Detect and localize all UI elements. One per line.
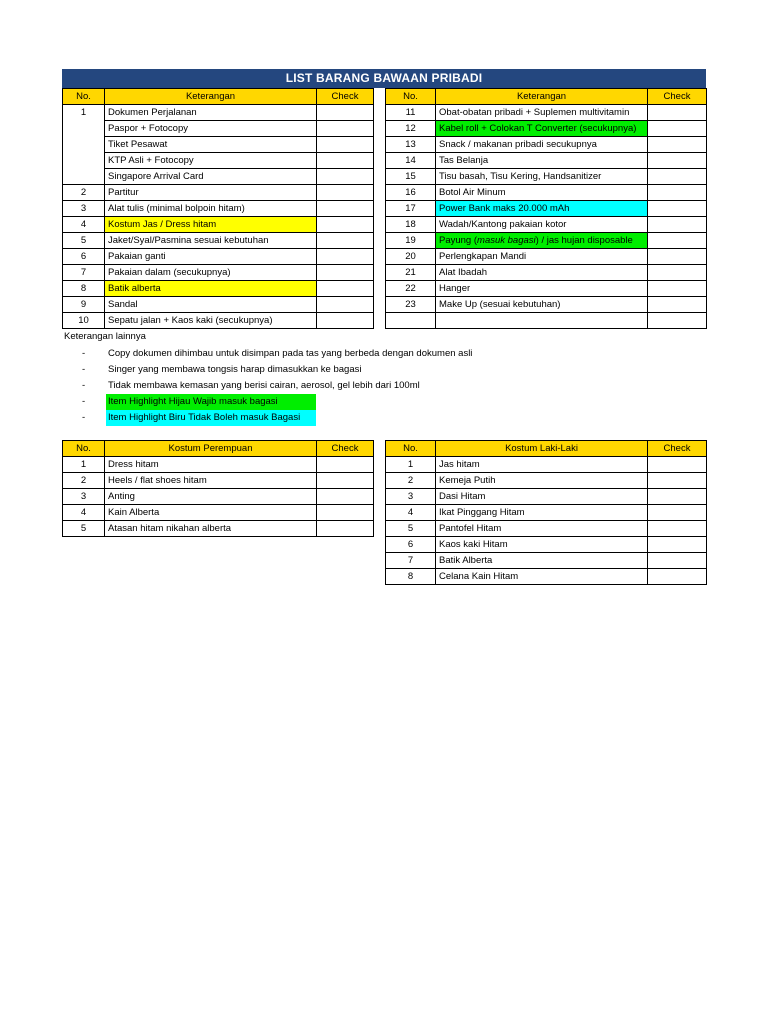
check-box[interactable] — [317, 217, 374, 233]
table-row — [63, 169, 374, 185]
item-number: 17 — [386, 201, 436, 217]
check-box[interactable] — [648, 105, 707, 121]
item-description: Anting — [105, 489, 317, 505]
item-number: 19 — [386, 233, 436, 249]
check-box[interactable] — [317, 313, 374, 329]
item-number: 6 — [386, 537, 436, 553]
item-description: Dasi Hitam — [436, 489, 648, 505]
item-description: KTP Asli + Fotocopy — [105, 153, 317, 169]
check-box[interactable] — [317, 473, 374, 489]
note-text: Item Highlight Biru Tidak Boleh masuk Bagasi — [106, 410, 316, 426]
table-row — [386, 121, 707, 137]
header-check: Check — [317, 89, 374, 105]
table-row — [63, 217, 374, 233]
check-box[interactable] — [648, 137, 707, 153]
table-row — [63, 457, 374, 473]
table-row — [386, 233, 707, 249]
check-box[interactable] — [317, 521, 374, 537]
item-description: Alat Ibadah — [436, 265, 648, 281]
check-box[interactable] — [648, 265, 707, 281]
item-number: 14 — [386, 153, 436, 169]
note-dash: - — [82, 380, 86, 391]
item-description: Pakaian ganti — [105, 249, 317, 265]
item-description: Kostum Jas / Dress hitam — [105, 217, 317, 233]
item-number: 1 — [63, 457, 105, 473]
item-description: Sepatu jalan + Kaos kaki (secukupnya) — [105, 313, 317, 329]
item-description: Sandal — [105, 297, 317, 313]
check-box[interactable] — [648, 553, 707, 569]
item-number: 6 — [63, 249, 105, 265]
item-number — [63, 121, 105, 137]
item-description: Heels / flat shoes hitam — [105, 473, 317, 489]
note-text: Singer yang membawa tongsis harap dimasukkan ke bagasi — [108, 364, 362, 375]
item-number: 8 — [386, 569, 436, 585]
item-description: Paspor + Fotocopy — [105, 121, 317, 137]
table-row — [386, 153, 707, 169]
item-description: Tiket Pesawat — [105, 137, 317, 153]
item-number: 9 — [63, 297, 105, 313]
table-row — [63, 121, 374, 137]
item-number: 22 — [386, 281, 436, 297]
notes-title: Keterangan lainnya — [64, 331, 146, 342]
check-box[interactable] — [648, 489, 707, 505]
check-box[interactable] — [648, 249, 707, 265]
check-box[interactable] — [317, 153, 374, 169]
check-box[interactable] — [648, 473, 707, 489]
check-box[interactable] — [317, 121, 374, 137]
item-number: 8 — [63, 281, 105, 297]
check-box[interactable] — [648, 297, 707, 313]
item-number: 7 — [386, 553, 436, 569]
table-row — [386, 185, 707, 201]
item-description: Batik Alberta — [436, 553, 648, 569]
table-row — [386, 201, 707, 217]
check-box[interactable] — [648, 121, 707, 137]
header-check: Check — [317, 441, 374, 457]
item-description: Perlengkapan Mandi — [436, 249, 648, 265]
item-description: Tas Belanja — [436, 153, 648, 169]
item-description: Batik alberta — [105, 281, 317, 297]
item-number: 4 — [63, 505, 105, 521]
table-row — [386, 473, 707, 489]
kostum-perempuan-table — [62, 440, 374, 537]
table-row — [63, 153, 374, 169]
table-row — [386, 569, 707, 585]
right-items-table — [385, 88, 707, 329]
item-description: Hanger — [436, 281, 648, 297]
table-row — [63, 137, 374, 153]
item-description: Wadah/Kantong pakaian kotor — [436, 217, 648, 233]
item-description: Jas hitam — [436, 457, 648, 473]
check-box[interactable] — [648, 521, 707, 537]
item-number — [63, 137, 105, 153]
check-box[interactable] — [317, 105, 374, 121]
note-dash: - — [82, 412, 86, 423]
table-row — [63, 281, 374, 297]
note-text: Tidak membawa kemasan yang berisi cairan, aerosol, gel lebih dari 100ml — [108, 380, 420, 391]
check-box[interactable] — [648, 569, 707, 585]
item-description — [436, 313, 648, 329]
table-header-row — [386, 89, 707, 105]
table-row — [63, 489, 374, 505]
table-row — [63, 233, 374, 249]
item-description: Snack / makanan pribadi secukupnya — [436, 137, 648, 153]
header-keterangan: Keterangan — [105, 89, 317, 105]
table-row — [63, 265, 374, 281]
header-no: No. — [63, 441, 105, 457]
check-box[interactable] — [648, 537, 707, 553]
check-box[interactable] — [317, 265, 374, 281]
note-dash: - — [82, 396, 86, 407]
item-number — [63, 169, 105, 185]
check-box[interactable] — [648, 169, 707, 185]
item-number: 10 — [63, 313, 105, 329]
table-row — [386, 505, 707, 521]
table-header-row — [386, 441, 707, 457]
item-text-post: ) / jas hujan disposable — [535, 235, 633, 246]
note-dash: - — [82, 364, 86, 375]
item-description: Power Bank maks 20.000 mAh — [436, 201, 648, 217]
table-row — [386, 105, 707, 121]
note-dash: - — [82, 348, 86, 359]
header-keterangan: Keterangan — [436, 89, 648, 105]
item-description: Singapore Arrival Card — [105, 169, 317, 185]
table-row — [386, 137, 707, 153]
check-box[interactable] — [648, 185, 707, 201]
check-box[interactable] — [317, 169, 374, 185]
header-no: No. — [63, 89, 105, 105]
table-row — [63, 185, 374, 201]
header-check: Check — [648, 89, 707, 105]
header-no: No. — [386, 89, 436, 105]
item-number: 21 — [386, 265, 436, 281]
page-title: LIST BARANG BAWAAN PRIBADI — [62, 69, 706, 88]
check-box[interactable] — [648, 313, 707, 329]
item-description: Celana Kain Hitam — [436, 569, 648, 585]
item-number: 5 — [63, 521, 105, 537]
item-number: 2 — [63, 473, 105, 489]
check-box[interactable] — [648, 281, 707, 297]
table-row — [63, 473, 374, 489]
table-row — [63, 201, 374, 217]
item-number: 3 — [63, 201, 105, 217]
item-text-italic: masuk bagasi — [477, 235, 536, 246]
item-number: 3 — [63, 489, 105, 505]
item-description: Obat-obatan pribadi + Suplemen multivitamin — [436, 105, 648, 121]
check-box[interactable] — [317, 489, 374, 505]
check-box[interactable] — [317, 185, 374, 201]
item-description: Atasan hitam nikahan alberta — [105, 521, 317, 537]
item-description: Partitur — [105, 185, 317, 201]
table-row — [386, 265, 707, 281]
table-row — [63, 521, 374, 537]
item-number: 5 — [63, 233, 105, 249]
table-row — [386, 457, 707, 473]
table-row — [386, 489, 707, 505]
item-description: Kaos kaki Hitam — [436, 537, 648, 553]
check-box[interactable] — [317, 201, 374, 217]
item-description: Make Up (sesuai kebutuhan) — [436, 297, 648, 313]
table-row — [386, 313, 707, 329]
table-row — [63, 105, 374, 121]
table-row — [386, 297, 707, 313]
item-description: Alat tulis (minimal bolpoin hitam) — [105, 201, 317, 217]
check-box[interactable] — [317, 233, 374, 249]
item-number: 4 — [63, 217, 105, 233]
table-header-row — [63, 441, 374, 457]
check-box[interactable] — [317, 249, 374, 265]
check-box[interactable] — [648, 153, 707, 169]
item-text-pre: Payung ( — [439, 235, 478, 246]
table-row — [386, 537, 707, 553]
check-box[interactable] — [317, 505, 374, 521]
note-text: Copy dokumen dihimbau untuk disimpan pada tas yang berbeda dengan dokumen asli — [108, 348, 473, 359]
item-description: Kabel roll + Colokan T Converter (secukupnya) — [436, 121, 648, 137]
item-number: 13 — [386, 137, 436, 153]
note-text: Item Highlight Hijau Wajib masuk bagasi — [106, 394, 316, 410]
check-box[interactable] — [648, 217, 707, 233]
item-description: Kemeja Putih — [436, 473, 648, 489]
table-row — [63, 297, 374, 313]
check-box[interactable] — [648, 233, 707, 249]
check-box[interactable] — [648, 505, 707, 521]
item-number: 3 — [386, 489, 436, 505]
table-row — [63, 313, 374, 329]
header-kostum-laki: Kostum Laki-Laki — [436, 441, 648, 457]
check-box[interactable] — [648, 457, 707, 473]
item-number: 16 — [386, 185, 436, 201]
check-box[interactable] — [317, 137, 374, 153]
table-header-row — [63, 89, 374, 105]
item-number: 4 — [386, 505, 436, 521]
item-number: 7 — [63, 265, 105, 281]
item-number: 18 — [386, 217, 436, 233]
item-description: Ikat Pinggang Hitam — [436, 505, 648, 521]
check-box[interactable] — [648, 201, 707, 217]
item-number: 1 — [386, 457, 436, 473]
item-number: 12 — [386, 121, 436, 137]
item-description: Pantofel Hitam — [436, 521, 648, 537]
check-box[interactable] — [317, 457, 374, 473]
table-row — [386, 521, 707, 537]
header-no: No. — [386, 441, 436, 457]
item-number — [63, 153, 105, 169]
left-items-table — [62, 88, 374, 329]
item-description: Dokumen Perjalanan — [105, 105, 317, 121]
item-description: Dress hitam — [105, 457, 317, 473]
check-box[interactable] — [317, 297, 374, 313]
item-number: 5 — [386, 521, 436, 537]
item-description: Jaket/Syal/Pasmina sesuai kebutuhan — [105, 233, 317, 249]
item-number: 1 — [63, 105, 105, 121]
table-row — [63, 505, 374, 521]
item-description: Kain Alberta — [105, 505, 317, 521]
table-row — [386, 281, 707, 297]
table-row — [386, 217, 707, 233]
table-row — [386, 553, 707, 569]
table-row — [386, 169, 707, 185]
item-number: 2 — [63, 185, 105, 201]
table-row — [386, 249, 707, 265]
item-number: 2 — [386, 473, 436, 489]
item-description: Pakaian dalam (secukupnya) — [105, 265, 317, 281]
item-number: 15 — [386, 169, 436, 185]
item-description: Tisu basah, Tisu Kering, Handsanitizer — [436, 169, 648, 185]
item-number — [386, 313, 436, 329]
item-description: Botol Air Minum — [436, 185, 648, 201]
item-number: 11 — [386, 105, 436, 121]
table-row — [63, 249, 374, 265]
item-description — [436, 233, 648, 249]
header-kostum-perempuan: Kostum Perempuan — [105, 441, 317, 457]
item-number: 20 — [386, 249, 436, 265]
kostum-laki-table — [385, 440, 707, 585]
check-box[interactable] — [317, 281, 374, 297]
item-number: 23 — [386, 297, 436, 313]
header-check: Check — [648, 441, 707, 457]
